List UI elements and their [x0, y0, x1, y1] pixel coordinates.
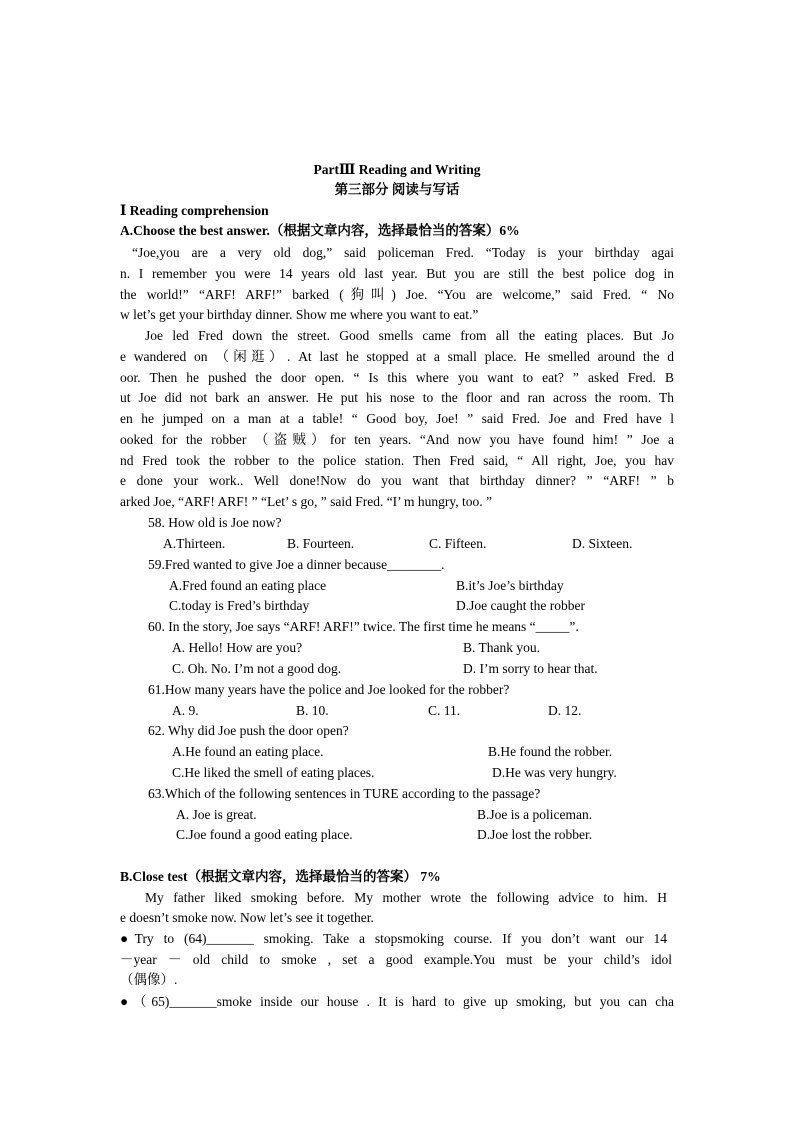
question-option: D.He was very hungry.: [492, 765, 617, 780]
passage-line: e wandered on （闲逛）. At last he stopped at a small place. He smelled around the d: [120, 349, 674, 364]
passage-line: en he jumped on a man at a table! “ Good boy, Joe! ” said Fred. Joe and Fred have l: [120, 411, 674, 426]
question-option: C.He liked the smell of eating places.: [172, 765, 375, 780]
question-option: A.He found an eating place.: [172, 744, 324, 759]
question-option: D. Sixteen.: [572, 536, 633, 551]
question-option: B.it’s Joe’s birthday: [456, 578, 564, 593]
question-option: B. Thank you.: [463, 640, 540, 655]
section-heading: Ⅰ Reading comprehension: [120, 203, 269, 218]
passage-line: ●（65)_______smoke inside our house . It is hard to give up smoking, but you can cha: [120, 994, 674, 1009]
passage-line: w let’s get your birthday dinner. Show me where you want to eat.”: [120, 307, 479, 322]
question-option: A. Hello! How are you?: [172, 640, 303, 655]
question-stem: 59.Fred wanted to give Joe a dinner because________.: [148, 557, 445, 572]
question-option: D. 12.: [548, 703, 582, 718]
passage-line: ut Joe did not bark an answer. He put his nose to the floor and ran across the room. Th: [120, 390, 674, 405]
passage-line: ●Try to (64)_______ smoking. Take a stopsmoking course. If you don’t want our 14: [120, 931, 667, 946]
question-stem: 60. In the story, Joe says “ARF! ARF!” twice. The first time he means “_____”.: [148, 619, 579, 634]
question-stem: 62. Why did Joe push the door open?: [148, 723, 349, 738]
passage-line: My father liked smoking before. My mother wrote the following advice to him. H: [145, 890, 667, 905]
question-stem: 58. How old is Joe now?: [148, 515, 282, 530]
passage-line: oor. Then he pushed the door open. “ Is this where you want to eat? ” asked Fred. B: [120, 370, 674, 385]
question-option: C.Joe found a good eating place.: [176, 827, 353, 842]
passage-line: n. I remember you were 14 years old last year. But you are still the best police dog in: [120, 266, 674, 281]
passage-line: Joe led Fred down the street. Good smells came from all the eating places. But Jo: [145, 328, 674, 343]
passage-line: e doesn’t smoke now. Now let’s see it together.: [120, 910, 374, 925]
question-option: A.Fred found an eating place: [169, 578, 327, 593]
question-option: A.Thirteen.: [163, 536, 226, 551]
question-option: B.He found the robber.: [488, 744, 613, 759]
question-option: B.Joe is a policeman.: [477, 807, 593, 822]
passage-line: －year － old child to smoke , set a good example.You must be your child’s idol: [120, 952, 672, 967]
question-option: C. Fifteen.: [429, 536, 487, 551]
question-stem: 61.How many years have the police and Joe looked for the robber?: [148, 682, 510, 697]
sub-b-heading: B.Close test（根据文章内容，选择最恰当的答案） 7%: [120, 869, 441, 884]
passage-line: arked Joe, “ARF! ARF! ” “Let’ s go, ” said Fred. “I’ m hungry, too. ”: [120, 494, 493, 509]
passage-line: the world!” “ARF! ARF!” barked (狗叫) Joe. “You are welcome,” said Fred. “ No: [120, 287, 674, 302]
sub-a-heading: A.Choose the best answer.（根据文章内容，选择最恰当的答案）6%: [120, 223, 520, 238]
part-subtitle: 第三部分 阅读与写话: [334, 182, 460, 197]
passage-line: nd Fred took the robber to the police station. Then Fred said, “ All right, Joe, you hav: [120, 453, 674, 468]
passage-line: e done your work.. Well done!Now do you want that birthday dinner? ” “ARF! ” b: [120, 473, 674, 488]
question-stem: 63.Which of the following sentences in TURE according to the passage?: [148, 786, 541, 801]
question-option: D.Joe caught the robber: [456, 598, 585, 613]
question-option: B. Fourteen.: [287, 536, 355, 551]
question-option: B. 10.: [296, 703, 329, 718]
question-option: C.today is Fred’s birthday: [169, 598, 310, 613]
passage-line: （偶像）.: [120, 972, 178, 987]
part-title: PartⅢ Reading and Writing: [313, 162, 481, 177]
passage-line: ooked for the robber （盗贼）for ten years. “And now you have found him! ” Joe a: [120, 432, 674, 447]
question-option: C. Oh. No. I’m not a good dog.: [172, 661, 342, 676]
question-option: D. I’m sorry to hear that.: [463, 661, 598, 676]
question-option: A. Joe is great.: [176, 807, 257, 822]
question-option: D.Joe lost the robber.: [477, 827, 593, 842]
question-option: C. 11.: [428, 703, 461, 718]
passage-line: “Joe,you are a very old dog,” said policeman Fred. “Today is your birthday agai: [132, 245, 674, 260]
question-option: A. 9.: [172, 703, 199, 718]
